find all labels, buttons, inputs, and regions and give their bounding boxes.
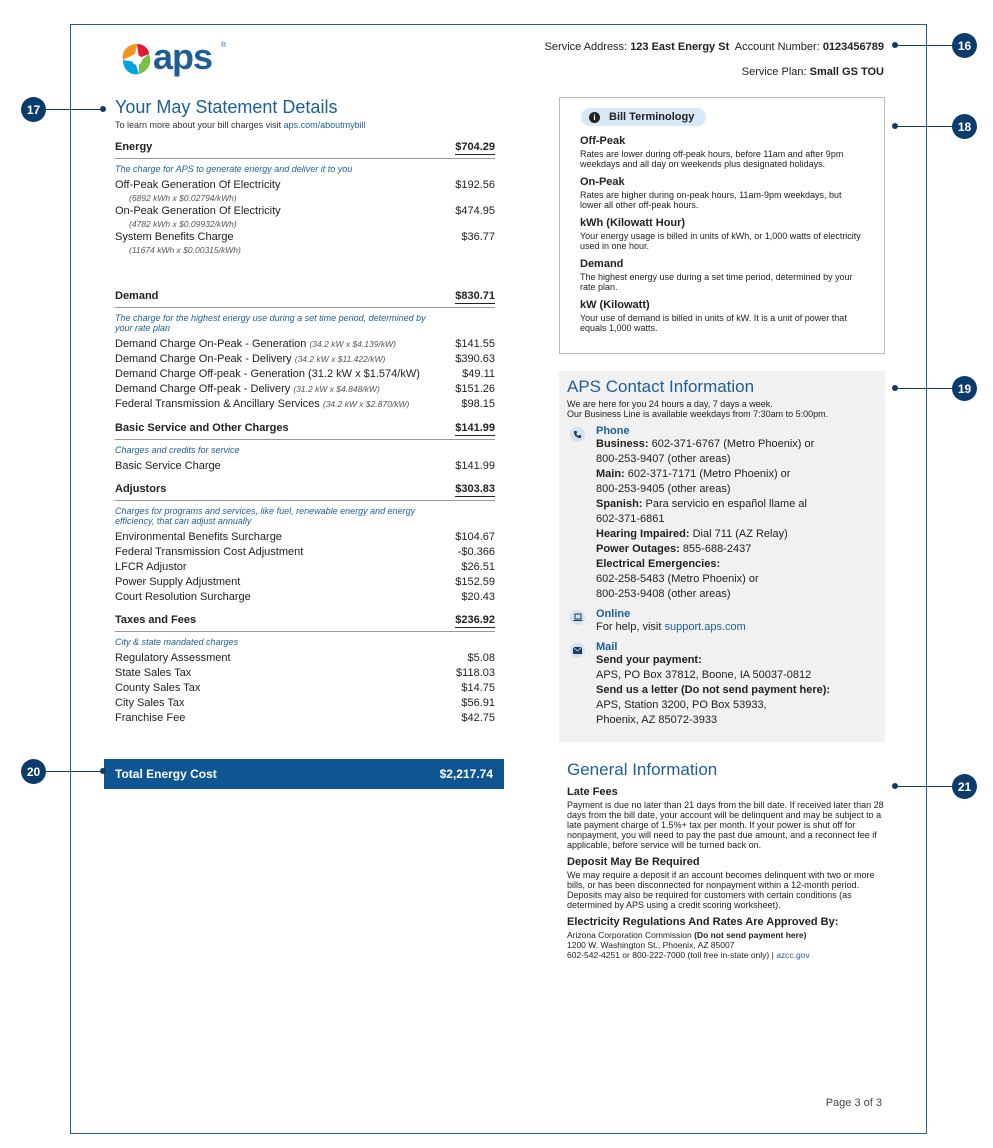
service-plan: Small GS TOU [809, 66, 884, 78]
deposit-text: We may require a deposit if an account becomes delinquent with two or more bills, or has been disconnected for nonpayment within a 12-month period. Deposits may also be required for customers with certain conditions (as determined by APS using a credit scoring worksheet). [567, 870, 875, 910]
basic-title: Basic Service and Other Charges [115, 422, 289, 434]
callout-leader [895, 45, 952, 46]
support-link[interactable]: support.aps.com [664, 621, 746, 633]
line-item: Regulatory Assessment $5.08 [115, 652, 495, 664]
energy-header [115, 141, 495, 159]
taxes-header [115, 614, 495, 632]
registered-mark: ® [221, 42, 227, 49]
callout-17: 17 [21, 97, 46, 122]
line-calc: (11674 kWh x $0.00315/kWh) [129, 245, 241, 255]
callout-leader [895, 388, 952, 389]
phone-icon [570, 427, 585, 442]
line-item: On-Peak Generation Of Electricity $474.95 [115, 205, 495, 217]
bill-terminology-badge [581, 108, 706, 126]
logo-wordmark: aps [153, 36, 213, 77]
term-item: kWh (Kilowatt Hour) Your energy usage is billed in units of kWh, or 1,000 watts of electricity used in one hour. [580, 217, 861, 251]
azcc-link[interactable]: azcc.gov [776, 950, 810, 960]
general-information [567, 760, 889, 960]
late-fees-title: Late Fees [567, 786, 618, 798]
line-calc: (4782 kWh x $0.09932/kWh) [129, 219, 237, 229]
energy-title: Energy [115, 141, 153, 153]
callout-leader [895, 126, 952, 127]
account-number: 0123456789 [822, 41, 884, 53]
regulations-title: Electricity Regulations And Rates Are Approved By: [567, 916, 839, 928]
term-item: On-Peak Rates are higher during on-peak hours, 11am-9pm weekdays, but lower all other off-peak hours. [580, 176, 842, 210]
phone-title: Phone [596, 425, 630, 437]
taxes-title: Taxes and Fees [115, 614, 197, 626]
deposit-title: Deposit May Be Required [567, 856, 700, 868]
online-title: Online [596, 608, 631, 620]
callout-dot [100, 768, 106, 774]
subtitle-text: To learn more about your bill charges visit [115, 120, 282, 130]
callout-20: 20 [21, 759, 46, 784]
adjustors-title: Adjustors [115, 483, 167, 495]
line-calc: (6892 kWh x $0.02794/kWh) [129, 193, 237, 203]
term-item: Demand The highest energy use during a set time period, determined by your rate plan. [580, 258, 853, 292]
contact-info-box [559, 371, 885, 742]
service-plan-label: Service Plan: [741, 66, 807, 78]
line-item: County Sales Tax $14.75 [115, 682, 495, 694]
line-item: LFCR Adjustor $26.51 [115, 561, 495, 573]
line-item: Federal Transmission Cost Adjustment -$0.366 [115, 546, 495, 558]
demand-amount: $830.71 [455, 290, 495, 302]
basic-amount: $141.99 [455, 422, 495, 434]
callout-18: 18 [952, 114, 977, 139]
taxes-section [115, 614, 495, 726]
taxes-desc: City & state mandated charges [115, 637, 239, 647]
line-item: City Sales Tax $56.91 [115, 697, 495, 709]
laptop-icon [570, 610, 585, 625]
line-item: Demand Charge On-Peak - Delivery (34.2 kW x $11.422/kW) $390.63 [115, 353, 495, 365]
statement-subtitle [115, 120, 495, 130]
bill-page [70, 24, 927, 1134]
online-group: Online For help, visit support.aps.com [567, 608, 877, 635]
contact-title: APS Contact Information [567, 377, 755, 396]
service-address-label: Service Address: [544, 41, 628, 53]
line-item: State Sales Tax $118.03 [115, 667, 495, 679]
line-item: Franchise Fee $42.75 [115, 712, 495, 724]
aps-logo [117, 36, 227, 80]
line-item: Power Supply Adjustment $152.59 [115, 576, 495, 588]
mail-group: Mail Send your payment: APS, PO Box 37812, Boone, IA 50037-0812 Send us a letter (Do not send payment here): APS, Station 3200, PO Box 53933, Phoenix, AZ 85072-3933 [567, 641, 877, 728]
callout-dot [100, 106, 106, 112]
demand-title: Demand [115, 290, 159, 302]
adjustors-section [115, 483, 495, 605]
statement-details [115, 97, 495, 726]
energy-desc: The charge for APS to generate energy and deliver it to you [115, 164, 353, 174]
service-plan-line [742, 66, 884, 78]
regulations-text: Arizona Corporation Commission (Do not send payment here) 1200 W. Washington St., Phoenix, AZ 85007 602-542-4251 or 800-222-7000 (toll free in-state only) | azcc.gov [567, 930, 810, 960]
taxes-amount: $236.92 [455, 614, 495, 626]
page-number: Page 3 of 3 [825, 1097, 882, 1109]
aps-logo-icon [117, 40, 157, 80]
adjustors-desc: Charges for programs and services, like fuel, renewable energy and energy efficiency, that can adjust annually [115, 506, 416, 526]
service-account-line [545, 41, 884, 53]
term-item: Off-Peak Rates are lower during off-peak hours, before 11am and after 9pm weekdays and all day on weekends plus designated holidays. [580, 135, 844, 169]
demand-desc: The charge for the highest energy use during a set time period, determined by your rate plan [115, 313, 426, 333]
line-item: Federal Transmission & Ancillary Services (34.2 kW x $2.870/kW) $98.15 [115, 398, 495, 410]
phone-group: Phone Business: 602-371-6767 (Metro Phoenix) or 800-253-9407 (other areas) Main: 602-371-7171 (Metro Phoenix) or 800-253-9405 (other areas) Spanish: Para servicio en español llame al 602-371-6861 Hearing Impaired: Dial 711 (AZ Relay) Power Outages: 855-688-2437 Electrical Emergencies: 602-258-5483 (Metro Phoenix) or 800-253-9408 (other areas) [567, 425, 877, 602]
bill-terminology-box [559, 97, 885, 354]
total-energy-cost-bar [104, 759, 504, 789]
basic-section [115, 422, 495, 474]
basic-desc: Charges and credits for service [115, 445, 240, 455]
terminology-title: Bill Terminology [609, 111, 695, 123]
callout-leader [895, 786, 952, 787]
line-item: Off-Peak Generation Of Electricity $192.56 [115, 179, 495, 191]
line-item: System Benefits Charge $36.77 [115, 231, 495, 243]
late-fees-text: Payment is due no later than 21 days from the bill date. If received later than 28 days from the bill date, your account will be delinquent and may be subject to a late payment charge of 1.5%+ tax per month. If your power is shut off for nonpayment, you will need to pay the past due amount, and a reconnect fee if applicable, before service will be turned back on. [567, 800, 884, 850]
callout-21: 21 [952, 774, 977, 799]
contact-subtitle: We are here for you 24 hours a day, 7 days a week. Our Business Line is available weekdays from 7:30am to 5:00pm. [567, 399, 829, 419]
demand-section [115, 290, 495, 412]
term-item: kW (Kilowatt) Your use of demand is billed in units of kW. It is a unit of power that equals 1,000 watts. [580, 299, 847, 333]
mail-icon [570, 643, 585, 658]
statement-title: Your May Statement Details [115, 97, 338, 117]
line-item: Court Resolution Surcharge $20.43 [115, 591, 495, 603]
line-item: Demand Charge On-Peak - Generation (34.2 kW x $4.139/kW) $141.55 [115, 338, 495, 350]
adjustors-amount: $303.83 [455, 483, 495, 495]
line-item: Environmental Benefits Surcharge $104.67 [115, 531, 495, 543]
callout-leader [46, 771, 102, 772]
line-item: Basic Service Charge $141.99 [115, 460, 495, 472]
total-amount: $2,217.74 [439, 767, 493, 781]
line-item: Demand Charge Off-peak - Delivery (31.2 kW x $4.848/kW) $151.26 [115, 383, 495, 395]
info-icon: i [589, 112, 600, 123]
service-address: 123 East Energy St [630, 41, 730, 53]
energy-section [115, 141, 495, 256]
line-item: Demand Charge Off-peak - Generation (31.2 kW x $1.574/kW) $49.11 [115, 368, 495, 380]
about-my-bill-link[interactable]: aps.com/aboutmybill [283, 120, 366, 130]
callout-leader [46, 109, 102, 110]
total-label: Total Energy Cost [115, 767, 217, 781]
mail-title: Mail [596, 641, 618, 653]
basic-header [115, 422, 495, 440]
account-number-label: Account Number: [734, 41, 820, 53]
demand-header [115, 290, 495, 308]
general-title: General Information [567, 760, 718, 779]
adjustors-header [115, 483, 495, 501]
energy-amount: $704.29 [455, 141, 495, 153]
callout-19: 19 [952, 376, 977, 401]
callout-16: 16 [952, 33, 977, 58]
